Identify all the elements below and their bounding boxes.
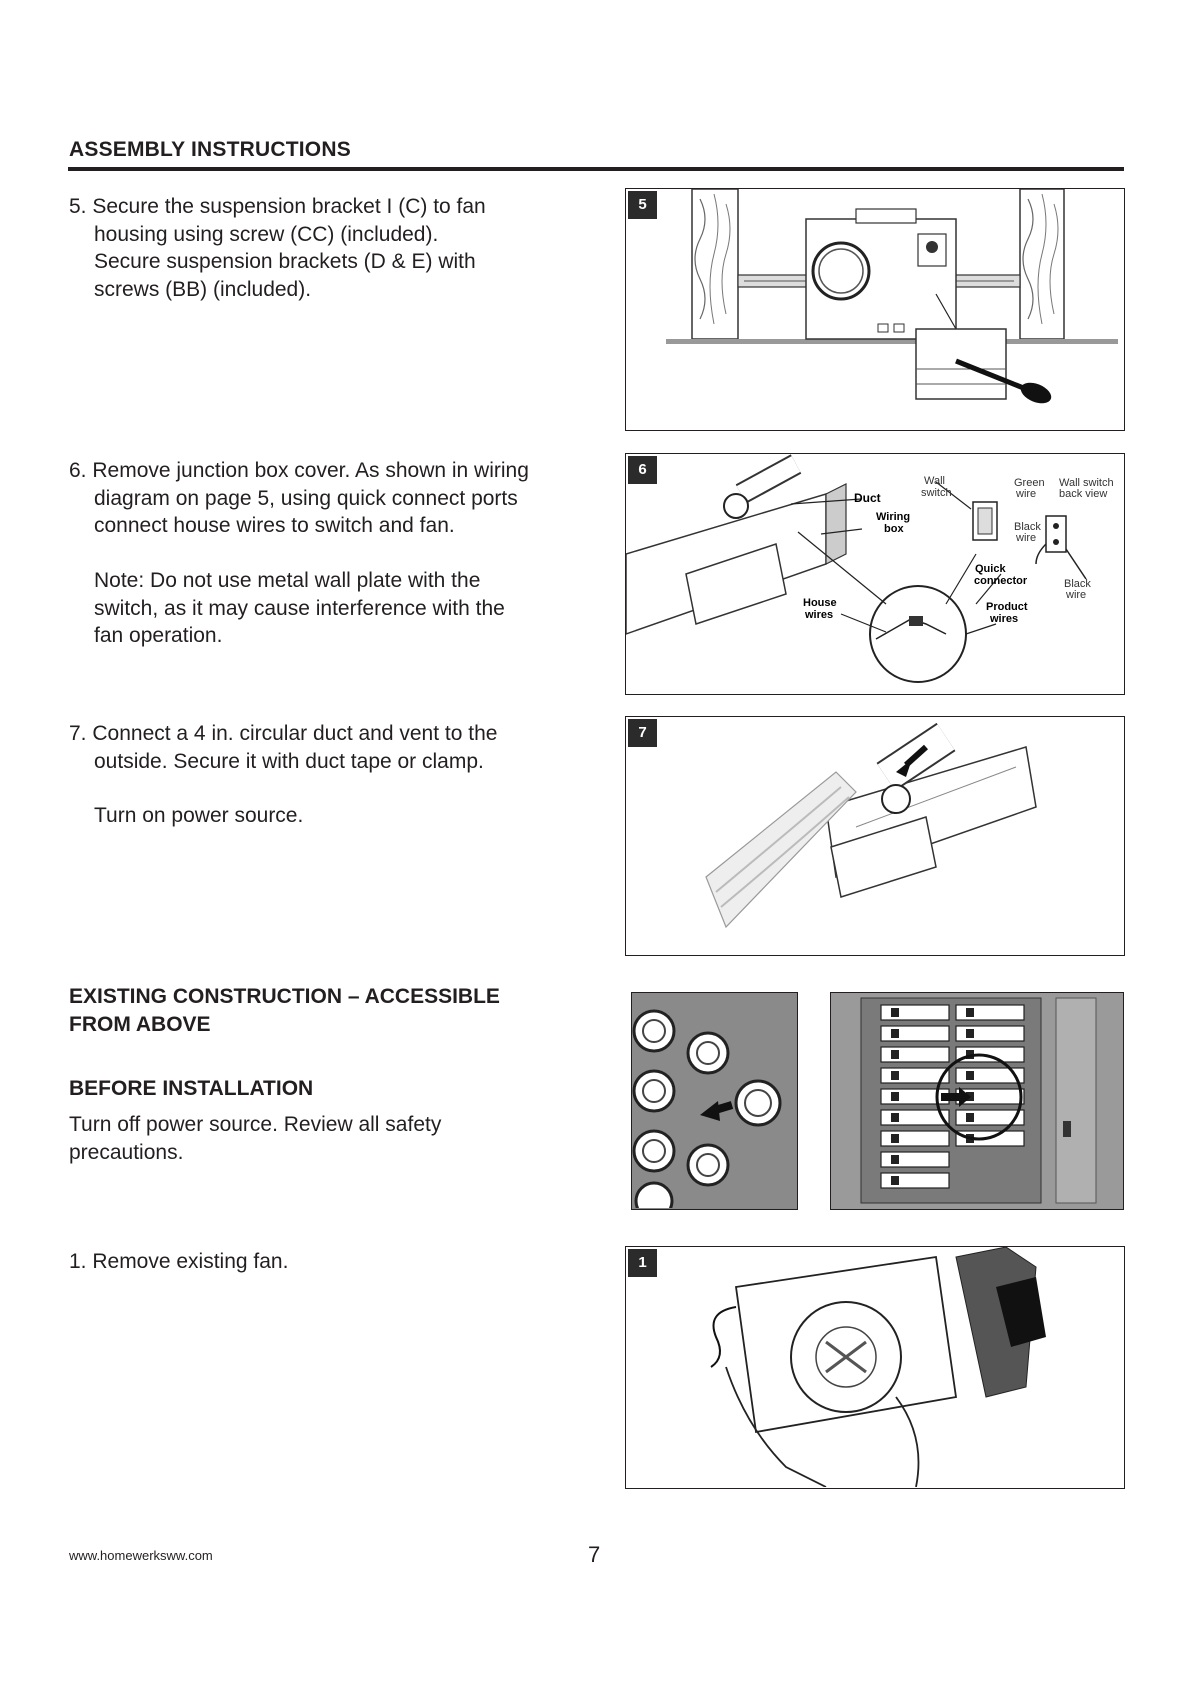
footer-url: www.homewerksww.com <box>69 1548 213 1563</box>
before-installation-text <box>69 1111 441 1166</box>
step-6-note-line-2: switch, as it may cause interference with the <box>94 596 505 620</box>
before-installation-heading: BEFORE INSTALLATION <box>69 1077 314 1100</box>
label-switch-back-2: back view <box>1059 488 1108 500</box>
figure-badge-6: 6 <box>628 456 657 484</box>
figure-step-1 <box>625 1246 1125 1489</box>
step-5-number: 5. <box>69 195 87 218</box>
step-7-line-1: Connect a 4 in. circular duct and vent to the <box>92 722 498 745</box>
before-line-2: precautions. <box>69 1140 184 1164</box>
breaker-panel-illustration <box>831 993 1122 1208</box>
step-5-text <box>69 193 589 303</box>
step-7-text <box>69 720 599 775</box>
figure-power-knobs <box>631 992 798 1210</box>
figure-breaker-panel <box>830 992 1124 1210</box>
step-7-number: 7. <box>69 722 87 745</box>
step-5-line-4: screws (BB) (included). <box>94 277 312 301</box>
label-green-wire-2: wire <box>1016 488 1037 500</box>
label-wiring-box-2: box <box>884 523 904 535</box>
label-black-wire-a-1: Black <box>1014 521 1041 533</box>
step-6-line-1: Remove junction box cover. As shown in wiring <box>92 459 529 482</box>
label-black-wire-b-2: wire <box>1066 589 1087 601</box>
step-6-note <box>69 567 624 650</box>
label-product-wires-2: wires <box>990 613 1019 625</box>
label-house-wires-2: wires <box>805 609 834 621</box>
knobs-illustration <box>632 993 796 1208</box>
step-6-note-line-3: fan operation. <box>94 624 223 647</box>
figure-step-6 <box>625 453 1125 695</box>
fig6-illustration <box>626 454 1123 693</box>
figure-step-7 <box>625 716 1125 956</box>
existing-heading-line-2: FROM ABOVE <box>69 1012 211 1036</box>
figure-badge-5: 5 <box>628 191 657 219</box>
label-quick-connector-2: connector <box>974 575 1028 587</box>
figure-step-5 <box>625 188 1125 431</box>
figure-badge-7: 7 <box>628 719 657 747</box>
step-6-text <box>69 457 599 540</box>
title-rule <box>68 167 1124 171</box>
label-black-wire-a-2: wire <box>1016 532 1037 544</box>
label-house-wires-1: House <box>803 597 837 609</box>
label-green-wire-1: Green <box>1014 477 1045 489</box>
step-7-extra: Turn on power source. <box>94 804 304 827</box>
label-wall-switch-1: Wall <box>924 475 945 487</box>
existing-heading-line-1: EXISTING CONSTRUCTION – ACCESSIBLE <box>69 985 500 1008</box>
label-wiring-box-1: Wiring <box>876 511 911 523</box>
page-number: 7 <box>588 1542 601 1567</box>
step-5-line-3: Secure suspension brackets (D & E) with <box>94 250 476 273</box>
step-1-text: 1. Remove existing fan. <box>69 1250 289 1273</box>
label-wall-switch-2: switch <box>921 487 952 499</box>
step-6-note-line-1: Note: Do not use metal wall plate with the <box>94 569 481 592</box>
before-line-1: Turn off power source. Review all safety <box>69 1113 442 1136</box>
figure-badge-1: 1 <box>628 1249 657 1277</box>
step-5-line-1: Secure the suspension bracket I (C) to fan <box>92 195 486 218</box>
label-quick-connector-1: Quick <box>975 563 1006 575</box>
section-title: ASSEMBLY INSTRUCTIONS <box>69 138 351 161</box>
step-5-line-2: housing using screw (CC) (included). <box>94 222 439 246</box>
step-6-number: 6. <box>69 459 87 482</box>
label-black-wire-b-1: Black <box>1064 578 1091 590</box>
fig1-illustration <box>626 1247 1123 1487</box>
step-6-line-3: connect house wires to switch and fan. <box>94 514 455 537</box>
label-product-wires-1: Product <box>986 601 1028 613</box>
fig7-illustration <box>626 717 1123 954</box>
label-switch-back-1: Wall switch <box>1059 477 1114 489</box>
existing-construction-heading <box>69 983 500 1038</box>
step-6-line-2: diagram on page 5, using quick connect ports <box>94 486 518 510</box>
label-duct: Duct <box>854 491 881 505</box>
fig5-illustration <box>626 189 1123 429</box>
step-7-line-2: outside. Secure it with duct tape or clamp. <box>94 749 484 773</box>
